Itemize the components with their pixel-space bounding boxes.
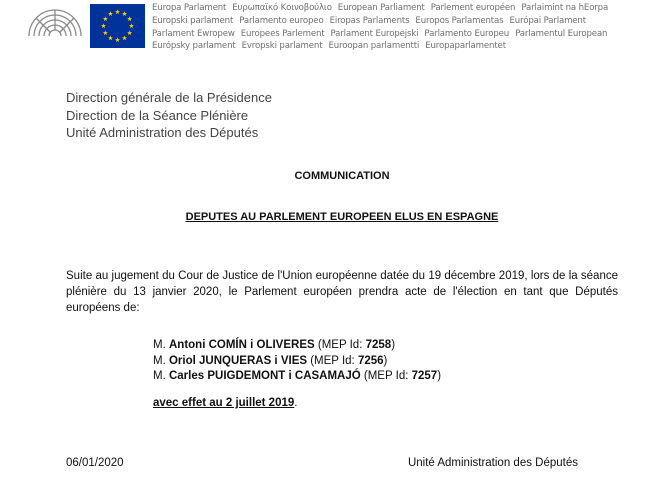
signature-unit: Unité Administration des Députés	[407, 457, 578, 469]
institution-names	[152, 2, 662, 53]
mep-entry: M. Antoni COMÍN i OLIVERES (MEP Id: 7258)	[153, 339, 396, 351]
mep-id: 7257	[411, 370, 438, 382]
department-block	[66, 89, 272, 142]
flag-star-icon	[127, 16, 132, 21]
flag-star-icon	[122, 36, 127, 41]
flag-star-icon	[115, 9, 120, 14]
institution-names-row: Europski parlament Parlamento europeo Eiropas Parlaments Europos Parlamentas Európai Parlament	[152, 15, 586, 26]
mep-list	[153, 338, 441, 385]
flag-star-icon	[129, 23, 134, 28]
effective-date: avec effet au 2 juillet 2019.	[153, 397, 298, 409]
flag-star-icon	[122, 11, 127, 16]
mep-id: 7258	[365, 339, 392, 351]
document-title: DEPUTES AU PARLEMENT EUROPEEN ELUS EN ESPAGNE	[185, 211, 499, 223]
department-line: Direction de la Séance Plénière	[66, 107, 249, 123]
intro-paragraph: Suite au jugement du Cour de Justice de l'Union européenne datée du 19 décembre 2019, lors de la séance plénière du 13 janvier 2020, le Parlement européen prendra acte de l'élection en tant que Députés européens de:	[66, 270, 618, 314]
flag-star-icon	[108, 36, 113, 41]
hemicycle-logo-icon	[26, 4, 84, 38]
flag-star-icon	[101, 23, 106, 28]
communication-heading: COMMUNICATION	[294, 170, 390, 182]
eu-flag-icon	[90, 4, 145, 48]
institution-names-row: Európsky parlament Evropski parlament Euroopan parlamentti Europaparlamentet	[152, 41, 506, 52]
mep-entry: M. Oriol JUNQUERAS i VIES (MEP Id: 7256)	[153, 354, 388, 367]
flag-star-icon	[103, 16, 108, 21]
flag-star-icon	[127, 30, 132, 35]
institution-names-row: Europa Parlament Ευρωπαϊκό Κοινοβούλιο European Parliament Parlement européen Parlaimint na hEorpa	[152, 3, 609, 13]
flag-star-icon	[108, 11, 113, 16]
header	[0, 0, 669, 56]
flag-star-icon	[103, 30, 108, 35]
flag-star-icon	[115, 37, 120, 42]
department-line: Unité Administration des Députés	[66, 125, 259, 140]
document-date: 06/01/2020	[66, 457, 124, 469]
mep-id: 7256	[357, 354, 384, 367]
institution-names-row: Parlament Ewropew Europees Parlement Parlament Europejski Parlamento Europeu Parlamentul European	[152, 28, 608, 39]
department-line: Direction générale de la Présidence	[66, 90, 272, 105]
mep-entry: M. Carles PUIGDEMONT i CASAMAJÓ (MEP Id: 7257)	[153, 370, 442, 382]
